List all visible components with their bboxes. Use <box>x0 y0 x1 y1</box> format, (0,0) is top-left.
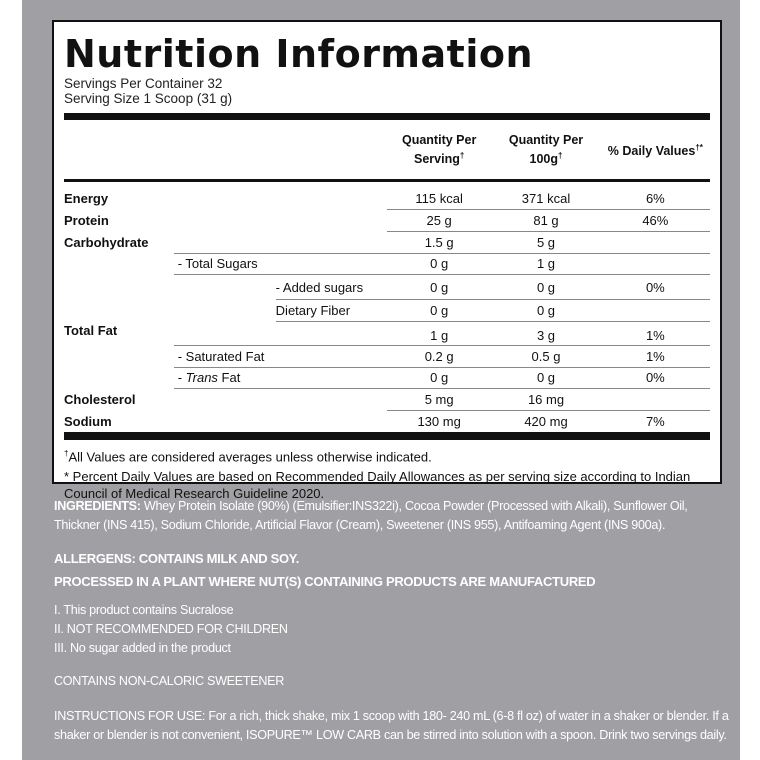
table-row-trans-fat <box>64 367 710 389</box>
top-divider-bar <box>64 113 710 120</box>
product-notes <box>54 601 288 658</box>
table-row-sodium <box>64 411 710 433</box>
nutrient-name: Dietary Fiber <box>276 300 387 322</box>
value-per-serving: 0 g <box>387 253 491 275</box>
value-per-serving: 0 g <box>387 367 491 389</box>
table-row-added-sugars <box>64 275 710 300</box>
nutrient-name: - Trans Fat <box>174 367 387 389</box>
table-row-protein <box>64 210 710 232</box>
non-caloric-sweetener-note: CONTAINS NON-CALORIC SWEETENER <box>54 674 285 688</box>
value-per-100g: 371 kcal <box>491 188 600 210</box>
nutrient-name: Protein <box>64 213 109 229</box>
nutrient-name: - Total Sugars <box>174 253 387 275</box>
value-daily <box>601 300 710 322</box>
nutrient-name: Carbohydrate <box>64 234 149 250</box>
instructions-text: INSTRUCTIONS FOR USE: For a rich, thick shake, mix 1 scoop with 180- 240 mL (6-8 fl oz) of water in a shaker or blender. If a shaker or blender is not convenient, ISOPURE™ LOW CARB can be stirred into solution with a spoon. Drink two servings daily. <box>54 709 729 742</box>
value-per-100g: 0.5 g <box>491 345 600 367</box>
header-daily-values: % Daily Values†* <box>607 142 703 158</box>
value-per-100g: 3 g <box>491 321 600 345</box>
header-per-serving: Quantity Per Serving† <box>401 132 477 166</box>
value-per-serving: 0.2 g <box>387 345 491 367</box>
value-per-serving: 0 g <box>387 300 491 322</box>
table-row-energy <box>64 188 710 210</box>
value-per-serving: 1 g <box>387 321 491 345</box>
value-daily <box>601 389 710 411</box>
value-per-100g: 0 g <box>491 367 600 389</box>
value-daily: 1% <box>601 321 710 345</box>
allergens-line: ALLERGENS: CONTAINS MILK AND SOY. <box>54 551 300 566</box>
value-per-serving: 1.5 g <box>387 231 491 253</box>
header-per-100g: Quantity Per 100g† <box>508 132 584 166</box>
value-daily: 1% <box>601 345 710 367</box>
value-daily: 46% <box>601 210 710 232</box>
table-row-dietary-fiber <box>64 300 710 322</box>
value-per-100g: 1 g <box>491 253 600 275</box>
note-item: I. This product contains Sucralose <box>54 603 234 617</box>
note-item: II. NOT RECOMMENDED FOR CHILDREN <box>54 622 288 636</box>
value-daily: 6% <box>601 188 710 210</box>
servings-per-container: Servings Per Container 32 <box>64 76 223 91</box>
nutrient-name: Total Fat <box>64 323 118 339</box>
value-daily <box>601 253 710 275</box>
table-row-carbohydrate <box>64 231 710 253</box>
nutrient-name: Energy <box>64 191 109 207</box>
value-per-100g: 16 mg <box>491 389 600 411</box>
footnote-daily-values: * Percent Daily Values are based on Recommended Daily Allowances as per serving size according to Indian Council of Medical Research Guideline 2020. <box>64 468 691 501</box>
nutrient-name: - Added sugars <box>276 275 387 300</box>
value-per-100g: 0 g <box>491 300 600 322</box>
nutrition-table <box>64 120 710 432</box>
nutrition-information-panel <box>52 20 722 501</box>
allergens-block <box>54 549 595 591</box>
bottom-divider-bar <box>64 432 710 440</box>
value-per-serving: 130 mg <box>417 414 461 430</box>
value-daily: 0% <box>601 275 710 300</box>
table-header-row <box>64 120 710 180</box>
nutrient-name: - Saturated Fat <box>174 345 387 367</box>
value-per-serving: 0 g <box>387 275 491 300</box>
nutrition-title: Nutrition Information <box>64 32 534 76</box>
value-per-100g: 81 g <box>491 210 600 232</box>
value-per-100g: 0 g <box>491 275 600 300</box>
table-row-total-fat <box>64 321 710 345</box>
ingredients-text: INGREDIENTS: Whey Protein Isolate (90%) (Emulsifier:INS322i), Cocoa Powder (Processed with Alkali), Sunflower Oil, Thickner (INS 415), Sodium Chloride, Artificial Flavor (Cream), Sweetener (INS 955), Antifoaming Agent (INS 900a). <box>54 499 688 532</box>
note-item: III. No sugar added in the product <box>54 641 231 655</box>
table-row-cholesterol <box>64 389 710 411</box>
processed-line: PROCESSED IN A PLANT WHERE NUT(S) CONTAINING PRODUCTS ARE MANUFACTURED <box>54 574 596 589</box>
value-per-100g: 420 mg <box>524 414 568 430</box>
value-per-serving: 5 mg <box>387 389 491 411</box>
value-per-serving: 25 g <box>387 210 491 232</box>
nutrient-name: Sodium <box>64 413 112 429</box>
footnote-averages: †All Values are considered averages unless otherwise indicated. <box>64 449 432 465</box>
value-per-serving: 115 kcal <box>387 188 491 210</box>
value-daily <box>601 231 710 253</box>
value-daily: 0% <box>601 367 710 389</box>
table-row-saturated-fat <box>64 345 710 367</box>
nutrient-name: Cholesterol <box>64 392 136 408</box>
value-per-100g: 5 g <box>491 231 600 253</box>
table-row-total-sugars <box>64 253 710 275</box>
serving-size: Serving Size 1 Scoop (31 g) <box>64 91 233 106</box>
value-daily: 7% <box>645 414 665 430</box>
